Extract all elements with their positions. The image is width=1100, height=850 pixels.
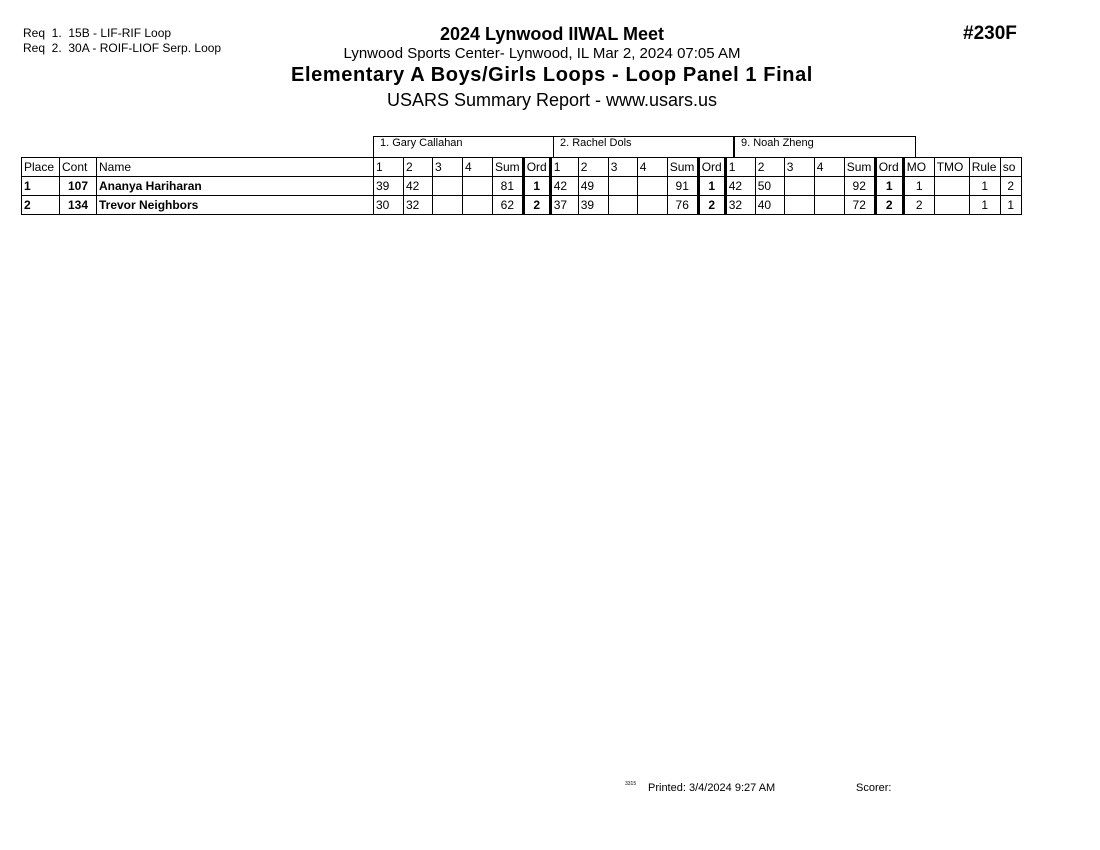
sum-cell: 91 — [667, 177, 698, 196]
tmo-cell — [934, 196, 969, 215]
col-tmo: TMO — [934, 158, 969, 177]
col-j1-ord: Ord — [523, 158, 550, 177]
skater-name: Ananya Hariharan — [97, 177, 374, 196]
ord-cell: 2 — [875, 196, 903, 215]
event-number: #230F — [963, 23, 1017, 44]
table-header-row — [22, 158, 1022, 177]
meet-title: 2024 Lynwood IIWAL Meet — [439, 24, 665, 44]
col-j3-1: 1 — [725, 158, 755, 177]
score-cell: 30 — [374, 196, 404, 215]
col-j2-2: 2 — [578, 158, 608, 177]
score-cell: 42 — [550, 177, 578, 196]
event-title: Elementary A Boys/Girls Loops - Loop Panel 1 Final — [291, 64, 813, 86]
score-cell — [463, 196, 493, 215]
cont-cell: 107 — [60, 177, 97, 196]
rule-cell: 1 — [969, 196, 1000, 215]
col-j2-3: 3 — [608, 158, 637, 177]
score-cell — [433, 177, 463, 196]
score-cell — [784, 196, 814, 215]
score-cell: 40 — [755, 196, 784, 215]
judge-header-3: 9. Noah Zheng — [734, 136, 916, 157]
score-cell — [463, 177, 493, 196]
score-cell: 39 — [374, 177, 404, 196]
col-j2-ord: Ord — [698, 158, 725, 177]
score-cell: 37 — [550, 196, 578, 215]
rule-cell: 1 — [969, 177, 1000, 196]
score-cell — [814, 196, 844, 215]
judge-header-1: 1. Gary Callahan — [373, 136, 554, 157]
col-rule: Rule — [969, 158, 1000, 177]
col-j2-4: 4 — [637, 158, 667, 177]
col-j3-2: 2 — [755, 158, 784, 177]
col-j2-sum: Sum — [667, 158, 698, 177]
requirement-1: Req 1. 15B - LIF-RIF Loop — [23, 26, 172, 40]
col-place: Place — [22, 158, 60, 177]
score-cell: 39 — [578, 196, 608, 215]
so-cell: 2 — [1000, 177, 1021, 196]
sum-cell: 72 — [844, 196, 875, 215]
score-cell — [608, 196, 637, 215]
ord-cell: 1 — [698, 177, 725, 196]
place-cell: 2 — [22, 196, 60, 215]
place-cell: 1 — [22, 177, 60, 196]
requirement-2: Req 2. 30A - ROIF-LIOF Serp. Loop — [23, 41, 222, 55]
tiny-mark: 3315 — [625, 781, 637, 787]
score-cell: 42 — [725, 177, 755, 196]
col-so: so — [1000, 158, 1021, 177]
score-cell: 49 — [578, 177, 608, 196]
col-j1-4: 4 — [463, 158, 493, 177]
col-mo: MO — [903, 158, 934, 177]
score-cell — [608, 177, 637, 196]
score-cell — [433, 196, 463, 215]
col-j1-1: 1 — [374, 158, 404, 177]
col-j3-sum: Sum — [844, 158, 875, 177]
scorer-label: Scorer: — [856, 782, 892, 794]
sum-cell: 92 — [844, 177, 875, 196]
col-j2-1: 1 — [550, 158, 578, 177]
score-cell — [637, 196, 667, 215]
cont-cell: 134 — [60, 196, 97, 215]
score-cell: 32 — [725, 196, 755, 215]
col-name: Name — [97, 158, 374, 177]
ord-cell: 1 — [875, 177, 903, 196]
venue-line: Lynwood Sports Center- Lynwood, IL Mar 2, 2024 07:05 AM — [343, 45, 741, 62]
col-j3-3: 3 — [784, 158, 814, 177]
mo-cell: 1 — [903, 177, 934, 196]
report-line: USARS Summary Report - www.usars.us — [386, 90, 718, 110]
col-j3-ord: Ord — [875, 158, 903, 177]
score-cell — [814, 177, 844, 196]
printed-timestamp: Printed: 3/4/2024 9:27 AM — [648, 782, 776, 794]
col-j3-4: 4 — [814, 158, 844, 177]
sum-cell: 76 — [667, 196, 698, 215]
sum-cell: 62 — [493, 196, 524, 215]
sum-cell: 81 — [493, 177, 524, 196]
col-j1-sum: Sum — [493, 158, 524, 177]
table-row — [22, 196, 1022, 215]
score-cell: 32 — [404, 196, 433, 215]
score-cell: 50 — [755, 177, 784, 196]
ord-cell: 2 — [523, 196, 550, 215]
col-j1-3: 3 — [433, 158, 463, 177]
col-j1-2: 2 — [404, 158, 433, 177]
so-cell: 1 — [1000, 196, 1021, 215]
judge-header-2: 2. Rachel Dols — [553, 136, 734, 157]
ord-cell: 2 — [698, 196, 725, 215]
mo-cell: 2 — [903, 196, 934, 215]
skater-name: Trevor Neighbors — [97, 196, 374, 215]
results-table — [21, 157, 1022, 215]
score-cell: 42 — [404, 177, 433, 196]
col-cont: Cont — [60, 158, 97, 177]
table-row — [22, 177, 1022, 196]
score-cell — [784, 177, 814, 196]
ord-cell: 1 — [523, 177, 550, 196]
score-cell — [637, 177, 667, 196]
tmo-cell — [934, 177, 969, 196]
